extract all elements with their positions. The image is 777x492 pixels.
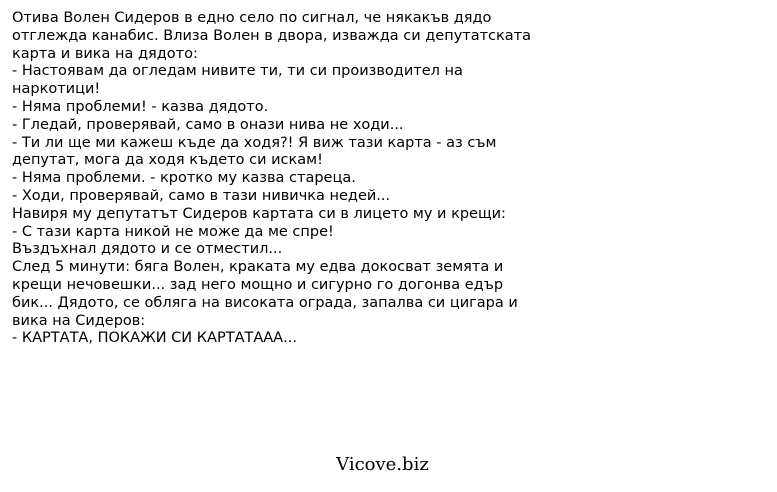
joke-line: След 5 минути: бяга Волен, краката му едва докосват земята и [12, 259, 504, 276]
joke-line: - Ходи, проверявай, само в тази нивичка недей... [12, 187, 391, 204]
joke-line: Отива Волен Сидеров в едно село по сигнал, че някакъв дядо [12, 10, 492, 26]
joke-line: - Няма проблеми. - кротко му казва стареца. [12, 170, 356, 187]
site-watermark: Vicove.biz [336, 454, 429, 475]
joke-line: - Няма проблеми! - казва дядото. [12, 98, 269, 115]
joke-line: бик... Дядото, се обляга на високата ограда, запалва си цигара и [12, 294, 518, 311]
joke-line: депутат, мога да ходя където си искам! [12, 152, 323, 169]
joke-line: Въздъхнал дядото и се отместил... [12, 241, 283, 258]
joke-line: крещи нечовешки... зад него мощно и сигурно го догонва едър [12, 276, 504, 293]
joke-line: - КАРТАТА, ПОКАЖИ СИ КАРТАТААА... [12, 330, 297, 347]
joke-line: наркотици! [12, 81, 101, 98]
joke-line: вика на Сидеров: [12, 312, 146, 329]
joke-line: отглежда канабис. Влиза Волен в двора, изважда си депутатската [12, 27, 532, 44]
joke-line: - Гледай, проверявай, само в онази нива не ходи... [12, 116, 404, 133]
joke-line: - Настоявам да огледам нивите ти, ти си производител на [12, 63, 463, 80]
joke-line: карта и вика на дядото: [12, 45, 198, 62]
joke-line: Навиря му депутатът Сидеров картата си в лицето му и крещи: [12, 205, 506, 222]
joke-line: - Ти ли ще ми кажеш къде да ходя?! Я виж тази карта - аз съм [12, 134, 497, 151]
joke-line: - С тази карта никой не може да ме спре! [12, 223, 334, 240]
joke-text [12, 10, 762, 348]
